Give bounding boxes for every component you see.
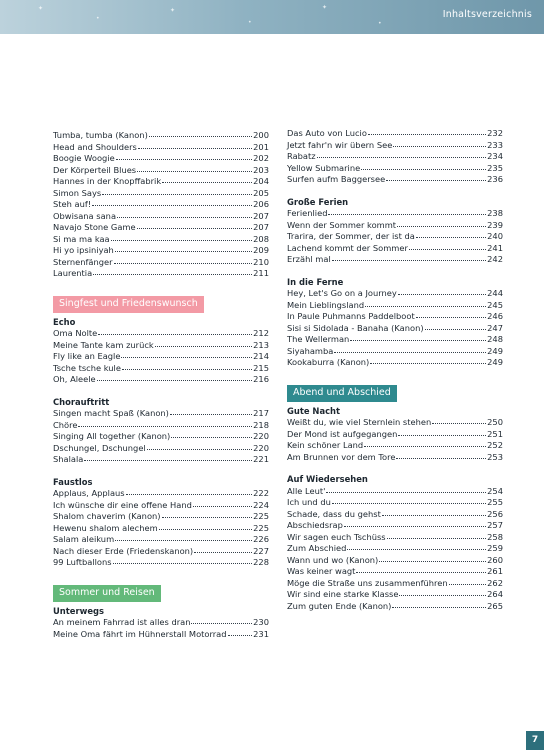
- star-decoration: •: [96, 15, 100, 22]
- dot-leader: [191, 616, 252, 624]
- page-header-band: [0, 0, 544, 34]
- entry-title: In Paule Puhmanns Paddelboot: [287, 311, 415, 321]
- dot-leader: [98, 327, 252, 335]
- dot-leader: [138, 141, 252, 149]
- entry-title: Oma Nolte: [53, 328, 98, 338]
- dot-leader: [194, 545, 252, 553]
- dot-leader: [93, 267, 252, 275]
- entry-title: Hannes in der Knopffabrik: [53, 176, 162, 186]
- dot-leader: [193, 499, 252, 507]
- dot-leader: [382, 508, 486, 516]
- entry-title: 99 Luftballons: [53, 557, 112, 567]
- section-heading: Echo: [53, 316, 76, 327]
- star-decoration: ✦: [322, 4, 328, 11]
- entry-title: Fly like an Eagle: [53, 351, 121, 361]
- toc-entry: [287, 357, 503, 369]
- entry-page-number: 234: [487, 151, 503, 161]
- entry-page-number: 241: [487, 242, 503, 253]
- entry-page-number: 255: [487, 497, 503, 507]
- entry-page-number: 242: [487, 254, 503, 264]
- entry-title: Oh, Aleele: [53, 374, 96, 384]
- page-header-title: Inhaltsverzeichnis: [442, 9, 532, 20]
- toc-entry: [287, 452, 503, 464]
- entry-page-number: 211: [253, 268, 269, 278]
- chapter-banner: Sommer und Reisen: [53, 585, 161, 602]
- entry-title: Kein schöner Land: [287, 440, 364, 450]
- dot-leader: [432, 416, 486, 424]
- entry-page-number: 227: [253, 545, 269, 556]
- toc-list: [287, 417, 503, 463]
- dot-leader: [332, 253, 486, 261]
- entry-title: Erzähl mal: [287, 254, 331, 264]
- dot-leader: [416, 230, 486, 238]
- entry-page-number: 204: [253, 176, 269, 186]
- section-heading: Faustlos: [53, 476, 93, 487]
- dot-leader: [155, 339, 252, 347]
- dot-leader: [92, 198, 252, 206]
- entry-title: Singing All together (Kanon): [53, 431, 171, 441]
- toc-list: [287, 128, 503, 186]
- entry-title: Laurentia: [53, 268, 93, 278]
- entry-page-number: 251: [487, 428, 503, 439]
- entry-title: Weißt du, wie viel Sternlein stehen: [287, 417, 432, 427]
- section-heading: Unterwegs: [53, 605, 104, 616]
- toc-left-column: [53, 130, 269, 640]
- entry-page-number: 203: [253, 164, 269, 175]
- entry-page-number: 220: [253, 442, 269, 453]
- dot-leader: [356, 565, 486, 573]
- entry-page-number: 225: [253, 511, 269, 521]
- dot-leader: [102, 187, 252, 195]
- entry-title: Tumba, tumba (Kanon): [53, 130, 148, 140]
- dot-leader: [332, 496, 486, 504]
- entry-page-number: 244: [487, 288, 503, 298]
- toc-entry: [53, 557, 269, 569]
- entry-page-number: 262: [487, 577, 503, 588]
- entry-title: Hewenu shalom alechem: [53, 522, 158, 533]
- toc-entry: [53, 268, 269, 280]
- entry-title: Wann und wo (Kanon): [287, 554, 379, 565]
- dot-leader: [364, 439, 486, 447]
- entry-title: Head and Shoulders: [53, 141, 137, 152]
- entry-title: Applaus, Applaus: [53, 488, 125, 498]
- entry-title: Ich wünsche dir eine offene Hand: [53, 499, 192, 510]
- entry-page-number: 218: [253, 419, 269, 430]
- entry-page-number: 202: [253, 153, 269, 163]
- dot-leader: [326, 485, 486, 493]
- entry-title: Yellow Submarine: [287, 162, 361, 173]
- toc-list: [53, 328, 269, 386]
- entry-title: Surfen aufm Baggersee: [287, 174, 386, 184]
- dot-leader: [398, 287, 486, 295]
- section-heading: Auf Wiedersehen: [287, 474, 368, 484]
- star-decoration: •: [378, 20, 382, 27]
- dot-leader: [416, 310, 486, 318]
- dot-leader: [137, 221, 253, 229]
- entry-page-number: 253: [487, 451, 503, 462]
- section-heading: In die Ferne: [287, 276, 344, 287]
- section-heading: Große Ferien: [287, 196, 349, 207]
- entry-title: Was keiner wagt: [287, 566, 356, 576]
- dot-leader: [425, 322, 487, 330]
- entry-page-number: 228: [253, 557, 269, 567]
- entry-page-number: 213: [253, 339, 269, 350]
- dot-leader: [115, 533, 252, 541]
- entry-title: Rabatz: [287, 151, 316, 161]
- entry-page-number: 210: [253, 256, 269, 267]
- toc-list: [53, 408, 269, 466]
- entry-page-number: 259: [487, 543, 503, 553]
- entry-title: Wir sind eine starke Klasse: [287, 589, 399, 599]
- entry-title: Möge die Straße uns zusammenführen: [287, 577, 448, 588]
- dot-leader: [116, 152, 252, 160]
- entry-title: Am Brunnen vor dem Tore: [287, 451, 396, 462]
- dot-leader: [398, 428, 486, 436]
- entry-title: Shalom chaverim (Kanon): [53, 511, 161, 521]
- entry-title: Lachend kommt der Sommer: [287, 242, 408, 253]
- dot-leader: [137, 164, 252, 172]
- entry-title: Das Auto von Lucio: [287, 128, 367, 138]
- dot-leader: [97, 373, 252, 381]
- entry-title: Sternenfänger: [53, 256, 113, 267]
- entry-page-number: 248: [487, 334, 503, 344]
- toc-list: [53, 130, 269, 280]
- entry-page-number: 226: [253, 534, 269, 544]
- entry-title: Simon Says: [53, 187, 102, 198]
- chapter-banner: Abend und Abschied: [287, 385, 397, 402]
- entry-title: Salam aleikum: [53, 534, 115, 544]
- entry-title: Dschungel, Dschungel: [53, 442, 146, 453]
- toc-entry: [53, 629, 269, 641]
- entry-title: Meine Oma fährt im Hühnerstall Motorrad: [53, 628, 227, 639]
- entry-page-number: 233: [487, 139, 503, 150]
- entry-page-number: 235: [487, 162, 503, 173]
- section-heading: Gute Nacht: [287, 405, 341, 416]
- entry-title: Hey, Let's Go on a Journey: [287, 288, 397, 298]
- chapter-banner: Singfest und Friedenswunsch: [53, 296, 204, 313]
- entry-page-number: 212: [253, 328, 269, 338]
- entry-page-number: 257: [487, 520, 503, 530]
- entry-page-number: 236: [487, 174, 503, 184]
- entry-page-number: 224: [253, 499, 269, 510]
- dot-leader: [328, 207, 486, 215]
- dot-leader: [147, 442, 252, 450]
- toc-entry: [287, 254, 503, 266]
- entry-title: Abschiedsrap: [287, 520, 343, 530]
- dot-leader: [317, 150, 487, 158]
- toc-right-column: [287, 128, 503, 612]
- dot-leader: [392, 600, 486, 608]
- entry-title: Wir sagen euch Tschüss: [287, 531, 386, 542]
- star-decoration: •: [248, 19, 252, 26]
- dot-leader: [350, 333, 486, 341]
- dot-leader: [365, 299, 486, 307]
- dot-leader: [149, 129, 252, 137]
- toc-list: [287, 486, 503, 613]
- dot-leader: [113, 556, 253, 564]
- entry-title: Si ma ma kaa: [53, 233, 110, 244]
- dot-leader: [171, 430, 252, 438]
- entry-page-number: 239: [487, 219, 503, 230]
- entry-page-number: 200: [253, 130, 269, 140]
- dot-leader: [344, 519, 486, 527]
- entry-title: Mein Lieblingsland: [287, 299, 365, 310]
- entry-page-number: 207: [253, 222, 269, 232]
- entry-page-number: 214: [253, 351, 269, 361]
- entry-page-number: 250: [487, 417, 503, 427]
- dot-leader: [387, 531, 487, 539]
- entry-page-number: 265: [487, 600, 503, 611]
- toc-entry: [287, 174, 503, 186]
- entry-page-number: 216: [253, 374, 269, 384]
- entry-title: Tsche tsche kule: [53, 362, 121, 373]
- entry-title: An meinem Fahrrad ist alles dran: [53, 617, 191, 627]
- dot-leader: [334, 345, 486, 353]
- entry-page-number: 230: [253, 617, 269, 627]
- entry-page-number: 238: [487, 208, 503, 218]
- entry-page-number: 256: [487, 508, 503, 519]
- entry-title: Boogie Woogie: [53, 153, 115, 163]
- entry-title: Zum Abschied: [287, 543, 347, 553]
- entry-page-number: 207: [253, 210, 269, 221]
- dot-leader: [78, 419, 252, 427]
- entry-title: Steh auf!: [53, 199, 92, 209]
- entry-page-number: 260: [487, 554, 503, 565]
- dot-leader: [393, 139, 486, 147]
- entry-page-number: 222: [253, 488, 269, 498]
- dot-leader: [122, 362, 252, 370]
- dot-leader: [396, 451, 486, 459]
- dot-leader: [117, 210, 252, 218]
- entry-page-number: 246: [487, 311, 503, 321]
- entry-page-number: 252: [487, 440, 503, 450]
- toc-list: [287, 208, 503, 266]
- dot-leader: [159, 522, 253, 530]
- entry-title: Chöre: [53, 419, 78, 430]
- entry-title: Schade, dass du gehst: [287, 508, 381, 519]
- entry-title: Ferienlied: [287, 208, 328, 218]
- toc-entry: [287, 601, 503, 613]
- dot-leader: [368, 127, 486, 135]
- toc-entry: [53, 374, 269, 386]
- entry-title: Obwisana sana: [53, 210, 117, 221]
- entry-title: Siyahamba: [287, 345, 334, 356]
- toc-list: [287, 288, 503, 369]
- entry-title: Sisi si Sidolada - Banaha (Kanon): [287, 322, 424, 333]
- page-number: 7: [526, 731, 544, 750]
- dot-leader: [386, 173, 486, 181]
- entry-title: Kookaburra (Kanon): [287, 357, 370, 367]
- entry-page-number: 220: [253, 431, 269, 441]
- dot-leader: [115, 244, 252, 252]
- dot-leader: [121, 350, 252, 358]
- entry-title: Alle Leut': [287, 485, 326, 496]
- dot-leader: [399, 588, 486, 596]
- entry-page-number: 205: [253, 187, 269, 198]
- entry-page-number: 206: [253, 199, 269, 209]
- entry-title: Trarira, der Sommer, der ist da: [287, 231, 415, 241]
- dot-leader: [449, 577, 487, 585]
- entry-title: Jetzt fahr'n wir übern See: [287, 139, 393, 150]
- entry-page-number: 221: [253, 454, 269, 464]
- dot-leader: [409, 242, 486, 250]
- entry-page-number: 217: [253, 408, 269, 418]
- dot-leader: [170, 407, 252, 415]
- star-decoration: ✦: [170, 7, 176, 14]
- section-heading: Chorauftritt: [53, 396, 110, 407]
- entry-page-number: 249: [487, 345, 503, 356]
- entry-page-number: 247: [487, 322, 503, 333]
- dot-leader: [126, 487, 253, 495]
- entry-title: Nach dieser Erde (Friedenskanon): [53, 545, 194, 556]
- entry-title: Der Körperteil Blues: [53, 164, 137, 175]
- entry-title: Ich und du: [287, 497, 331, 507]
- entry-title: Zum guten Ende (Kanon): [287, 600, 392, 611]
- entry-page-number: 264: [487, 589, 503, 599]
- toc-list: [53, 617, 269, 640]
- entry-page-number: 231: [253, 628, 269, 639]
- entry-page-number: 245: [487, 299, 503, 310]
- entry-page-number: 225: [253, 522, 269, 533]
- entry-page-number: 215: [253, 362, 269, 373]
- entry-title: Singen macht Spaß (Kanon): [53, 408, 169, 418]
- entry-title: Wenn der Sommer kommt: [287, 219, 397, 230]
- dot-leader: [111, 233, 253, 241]
- dot-leader: [162, 510, 253, 518]
- dot-leader: [370, 356, 486, 364]
- entry-title: Navajo Stone Game: [53, 222, 136, 232]
- entry-page-number: 232: [487, 128, 503, 138]
- entry-page-number: 249: [487, 357, 503, 367]
- dot-leader: [228, 628, 253, 636]
- entry-page-number: 261: [487, 566, 503, 576]
- dot-leader: [84, 453, 252, 461]
- entry-page-number: 201: [253, 141, 269, 152]
- dot-leader: [347, 542, 486, 550]
- entry-title: Meine Tante kam zurück: [53, 339, 154, 350]
- entry-title: Shalala: [53, 454, 84, 464]
- dot-leader: [379, 554, 486, 562]
- toc-entry: [53, 454, 269, 466]
- entry-page-number: 254: [487, 485, 503, 496]
- entry-page-number: 240: [487, 231, 503, 241]
- dot-leader: [162, 175, 252, 183]
- toc-list: [53, 488, 269, 569]
- star-decoration: ✦: [38, 5, 44, 12]
- dot-leader: [114, 256, 253, 264]
- entry-title: Der Mond ist aufgegangen: [287, 428, 398, 439]
- entry-page-number: 209: [253, 245, 269, 255]
- entry-page-number: 258: [487, 531, 503, 542]
- dot-leader: [361, 162, 486, 170]
- entry-title: Hi yo ipsiniyah: [53, 245, 114, 255]
- dot-leader: [397, 219, 486, 227]
- entry-page-number: 208: [253, 233, 269, 244]
- entry-title: The Wellerman: [287, 334, 350, 344]
